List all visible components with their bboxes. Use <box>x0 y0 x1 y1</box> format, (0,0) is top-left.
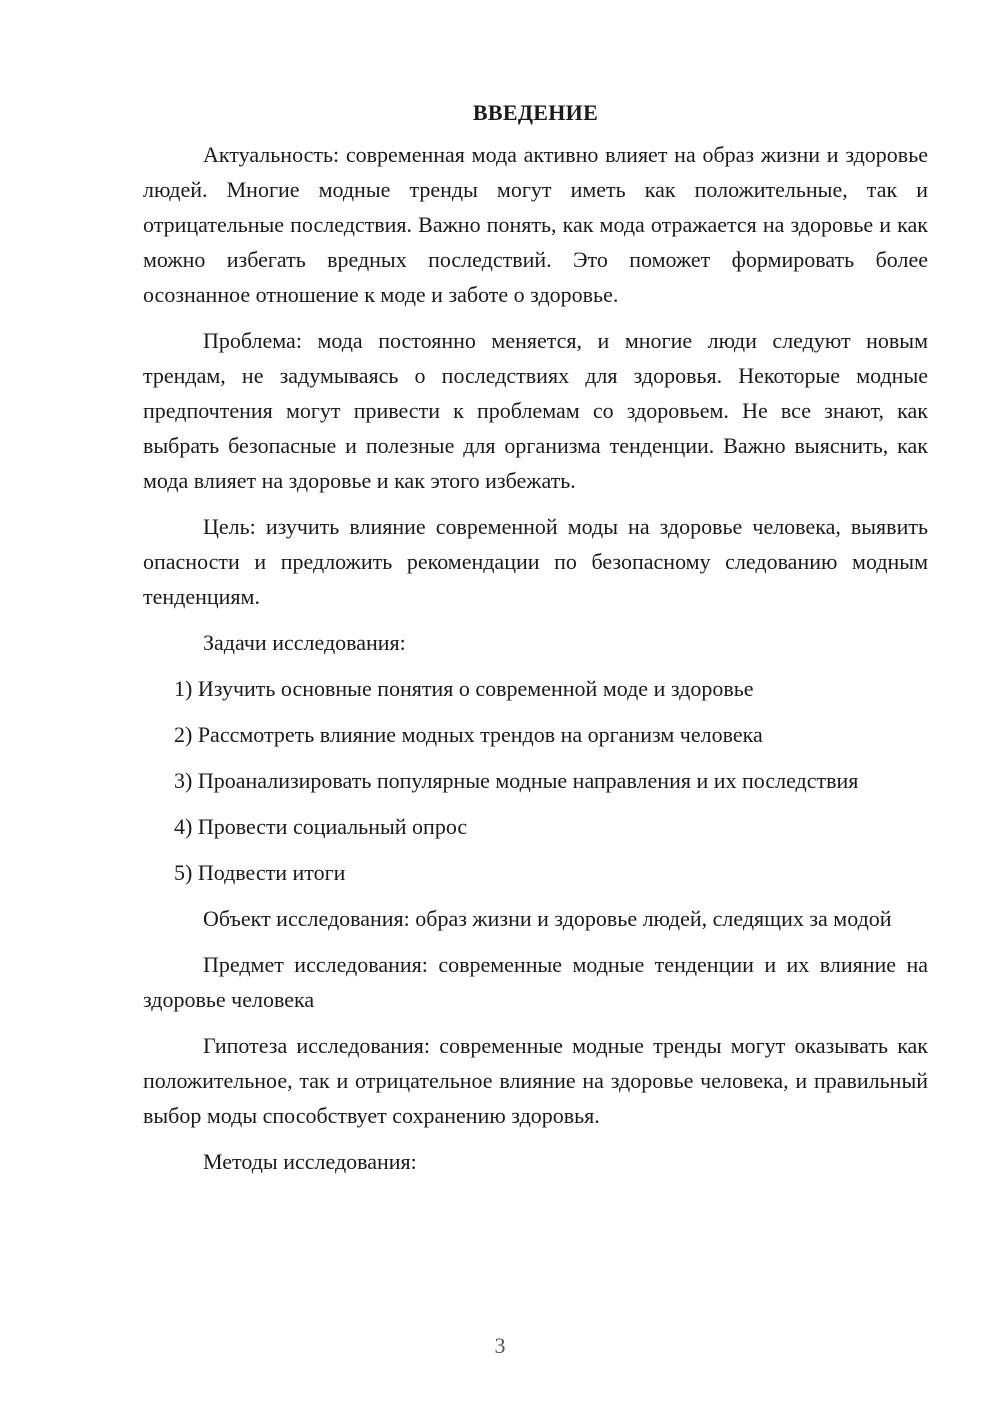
paragraph-hypothesis: Гипотеза исследования: современные модные тренды могут оказывать как положительное, так и отрицательное влияние на здоровье человека, и правильный выбор моды способствует сохранению здоровья. <box>143 1033 928 1128</box>
list-item: 3) Проанализировать популярные модные направления и их последствия <box>174 768 859 793</box>
paragraph-goal: Цель: изучить влияние современной моды на здоровье человека, выявить опасности и предложить рекомендации по безопасному следованию модным тенденциям. <box>143 514 928 609</box>
paragraph-subject: Предмет исследования: современные модные тенденции и их влияние на здоровье человека <box>143 952 928 1012</box>
section-title: ВВЕДЕНИЕ <box>472 100 599 125</box>
paragraph-object: Объект исследования: образ жизни и здоровье людей, следящих за модой <box>203 906 892 931</box>
paragraph-problem: Проблема: мода постоянно меняется, и многие люди следуют новым трендам, не задумываясь о последствиях для здоровья. Некоторые модные предпочтения могут привести к проблемам со здоровьем. Не все знают, как выбрать безопасные и полезные для организма тенденции. Важно выяснить, как мода влияет на здоровье и как этого избежать. <box>143 328 928 493</box>
list-item: 4) Провести социальный опрос <box>174 814 468 839</box>
document-page <box>143 95 928 1190</box>
tasks-heading: Задачи исследования: <box>203 630 406 655</box>
paragraph-relevance: Актуальность: современная мода активно влияет на образ жизни и здоровье людей. Многие модные тренды могут иметь как положительные, так и отрицательные последствия. Важно понять, как мода отражается на здоровье и как можно избегать вредных последствий. Это поможет формировать более осознанное отношение к моде и заботе о здоровье. <box>143 142 928 307</box>
list-item: 1) Изучить основные понятия о современной моде и здоровье <box>174 676 754 701</box>
list-item: 5) Подвести итоги <box>174 860 346 885</box>
list-item: 2) Рассмотреть влияние модных трендов на организм человека <box>174 722 763 747</box>
page-number: 3 <box>494 1333 506 1358</box>
methods-heading: Методы исследования: <box>203 1149 417 1174</box>
tasks-list <box>143 671 928 890</box>
